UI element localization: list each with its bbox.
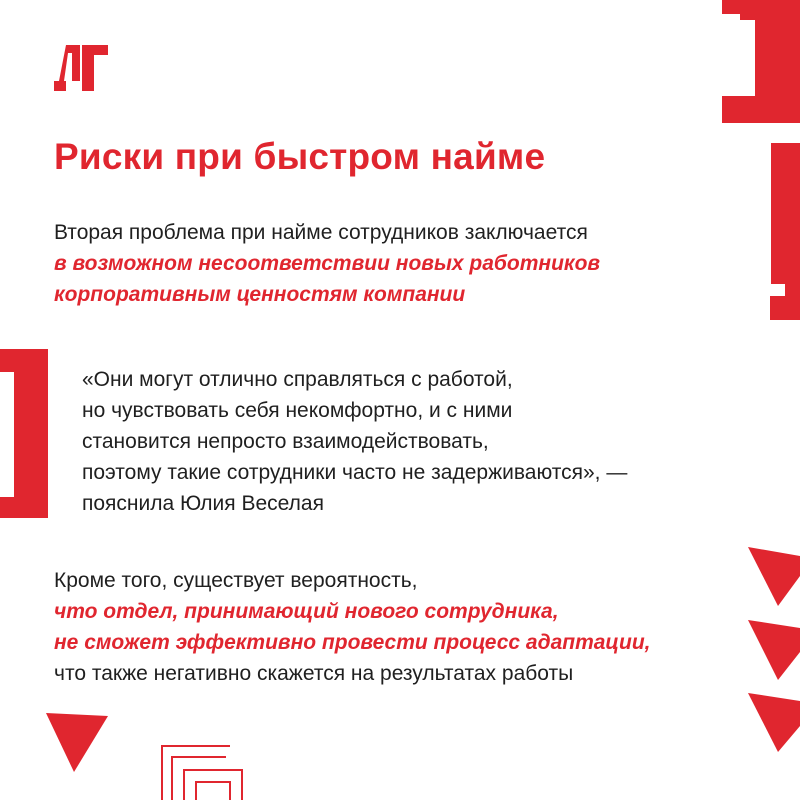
paragraph-intro-emphasis-1: в возможном несоответствии новых работников [54, 252, 601, 275]
paragraph-conclusion [54, 565, 650, 689]
right-arrow-1-shape [748, 547, 800, 606]
paragraph-intro [54, 217, 600, 310]
left-bracket-inner-bar [22, 380, 36, 460]
paragraph-conclusion-emphasis-2: не сможет эффективно провести процесс адаптации, [54, 631, 651, 654]
quote-attribution: пояснила Юлия Веселая [82, 492, 324, 515]
right-arrow-2-shape [748, 620, 800, 680]
bottom-left-arrow-shape [46, 713, 108, 772]
quote-block [82, 364, 627, 519]
quote-line-1: «Они могут отлично справляться с работой, [82, 368, 513, 391]
logo-text: ДГ [54, 45, 56, 46]
brand-logo-icon [54, 45, 108, 91]
paragraph-conclusion-emphasis-1: что отдел, принимающий нового сотрудника, [54, 600, 559, 623]
paragraph-intro-emphasis-2: корпоративным ценностям компании [54, 283, 466, 306]
quote-line-4: поэтому такие сотрудники часто не задерживаются», — [82, 461, 628, 484]
top-right-bracket-shape [722, 0, 800, 123]
paragraph-intro-line-1: Вторая проблема при найме сотрудников заключается [54, 221, 588, 244]
page-title: Риски при быстром найме [54, 136, 546, 177]
right-bar-shape [770, 143, 800, 320]
paragraph-conclusion-line-1: Кроме того, существует вероятность, [54, 569, 418, 592]
paragraph-conclusion-line-4: что также негативно скажется на результатах работы [54, 662, 574, 685]
quote-line-3: становится непросто взаимодействовать, [82, 430, 489, 453]
bottom-outline-bracket-shape [162, 746, 242, 800]
right-arrow-3-shape [748, 693, 800, 752]
quote-line-2: но чувствовать себя некомфортно, и с ними [82, 399, 513, 422]
